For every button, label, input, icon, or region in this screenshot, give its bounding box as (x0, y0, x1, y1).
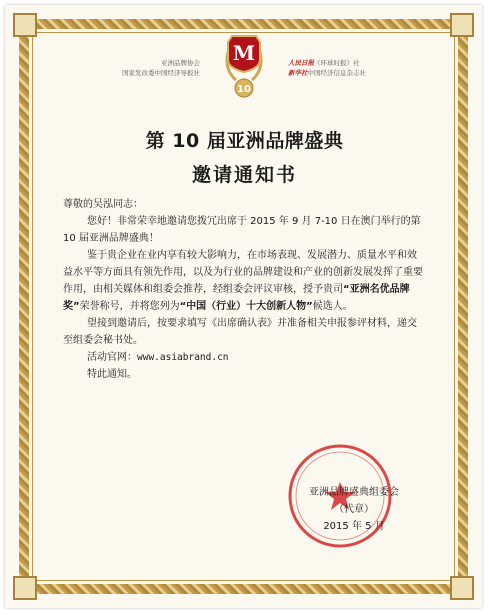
asia-brand-logo (222, 30, 266, 100)
signature-org: 亚洲品牌盛典组委会 (309, 487, 399, 498)
corner-ornament (13, 576, 37, 600)
document-title: 邀请通知书 (191, 164, 297, 186)
event-title: 第 10 届亚洲品牌盛典 (145, 130, 344, 152)
corner-ornament (450, 13, 474, 37)
signature-note: （代章） (334, 504, 374, 515)
candidate-title: “中国（行业）十大创新人物” (179, 301, 313, 312)
award-name: “亚洲名优品牌奖” (63, 284, 410, 312)
paragraph-invitation: 您好！非常荣幸地邀请您拨冗出席于 2015 年 9 月 7-10 日在澳门举行的第 10 届亚洲品牌盛典！ (63, 216, 421, 244)
corner-ornament (450, 576, 474, 600)
logo-number: 10 (237, 84, 251, 95)
website-link[interactable]: www.asiabrand.cn (137, 352, 229, 363)
logo-letter: M (232, 41, 256, 65)
signature-date: 2015 年 5 月 (323, 521, 385, 532)
corner-ornament (13, 13, 37, 37)
organizer-line: 人民日报《环球时报》社 (288, 59, 360, 67)
closing-line: 特此通知。 (87, 369, 137, 380)
header-left-organizers (80, 58, 200, 78)
organizer-line: 亚洲品牌协会 (161, 59, 200, 67)
header-right-organizers (288, 58, 418, 78)
salutation: 尊敬的吴泓同志： (63, 199, 143, 210)
signature-block (274, 484, 434, 535)
paragraph-award: 鉴于贵企业在业内享有较大影响力，在市场表现、发展潜力、质量水平和效益水平等方面具有领先作用，以及为行业的品牌建设和产业的创新发展发挥了重要作用，由相关媒体和组委会推荐，经组委会评议审核，授予贵司“亚洲名优品牌奖”荣誉称号，并将您列为“中国（行业）十大创新人物”候选人。 (63, 250, 423, 312)
paragraph-instructions: 望接到邀请后，按要求填写《出席确认表》并准备相关申报参评材料，递交至组委会秘书处。 (63, 318, 417, 346)
organizer-line: 国家发改委中国经济导报社 (122, 69, 200, 77)
letter-body (63, 196, 423, 383)
organizer-line: 新华社中国经济信息杂志社 (288, 69, 366, 77)
website-line: 活动官网：www.asiabrand.cn (87, 352, 229, 363)
